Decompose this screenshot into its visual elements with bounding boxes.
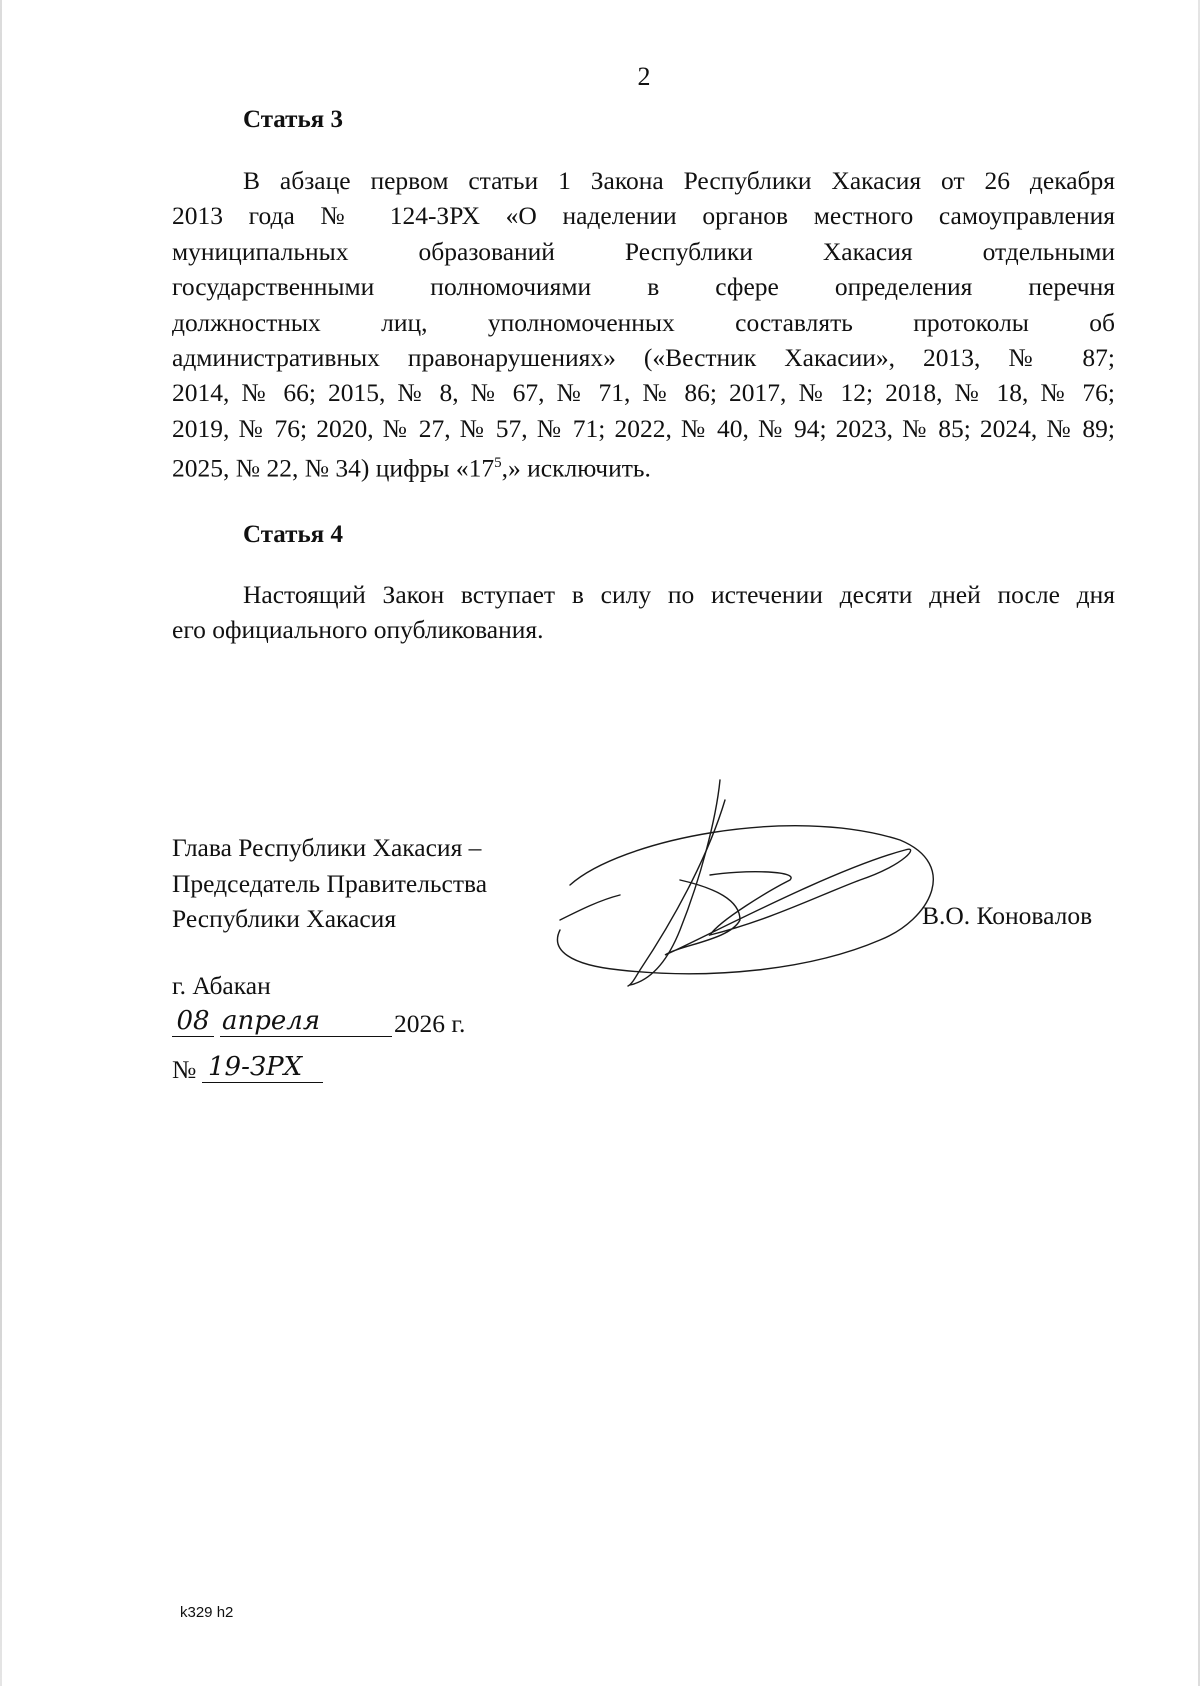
article-3-last-line-start: 2025, № 22, № 34) цифры «17	[172, 453, 495, 483]
article-4-line: Настоящий Закон вступает в силу по истечении десяти дней после дня	[243, 580, 1115, 609]
scan-edge-left	[0, 0, 2, 1686]
article-3-line: государственными полномочиями в сфере определения перечня	[172, 272, 1115, 302]
article-3-line: В абзаце первом статьи 1 Закона Республики Хакасия от 26 декабря	[243, 166, 1115, 195]
law-number	[172, 1052, 372, 1088]
article-3-line: 2014, № 66; 2015, № 8, № 67, № 71, № 86; 2017, № 12; 2018, № 18, № 76;	[172, 378, 1115, 408]
signing-date	[172, 1006, 512, 1046]
article-3-text	[172, 163, 1115, 486]
signer-name: В.О. Коновалов	[922, 901, 1093, 930]
handwritten-day: 08	[172, 1006, 214, 1037]
handwritten-month: апреля	[220, 1006, 392, 1037]
article-3-last-line	[172, 446, 1115, 486]
article-3-line: 2013 года № 124-ЗРХ «О наделении органов местного самоуправления	[172, 201, 1115, 231]
article-3-last-line-end: ,» исключить.	[501, 453, 651, 483]
footer-code: k329 h2	[180, 1604, 234, 1621]
article-4-line: его официального опубликования.	[172, 615, 544, 645]
signatory-title-line: Глава Республики Хакасия –	[172, 833, 482, 862]
article-3-heading: Статья 3	[243, 106, 343, 133]
article-3-line: административных правонарушениях» («Вестник Хакасии», 2013, № 87;	[172, 343, 1115, 373]
number-sign: №	[172, 1055, 197, 1084]
article-3-line: 2019, № 76; 2020, № 27, № 57, № 71; 2022, № 40, № 94; 2023, № 85; 2024, № 89;	[172, 413, 1115, 443]
signatory-title-line: Республики Хакасия	[172, 904, 397, 933]
handwritten-law-number: 19-ЗРХ	[202, 1052, 323, 1083]
signatory-title	[172, 830, 487, 937]
place-of-signing: г. Абакан	[172, 971, 271, 1000]
handwritten-signature	[540, 770, 940, 995]
date-year: 2026 г.	[394, 1009, 466, 1038]
superscript: 5	[494, 455, 502, 472]
article-3-line: муниципальных образований Республики Хакасия отдельными	[172, 236, 1115, 266]
page-number: 2	[637, 62, 651, 91]
article-4-heading: Статья 4	[243, 521, 343, 548]
article-3-line: должностных лиц, уполномоченных составлять протоколы об	[172, 307, 1115, 337]
signatory-title-line: Председатель Правительства	[172, 868, 488, 898]
article-4-text	[172, 577, 1115, 648]
